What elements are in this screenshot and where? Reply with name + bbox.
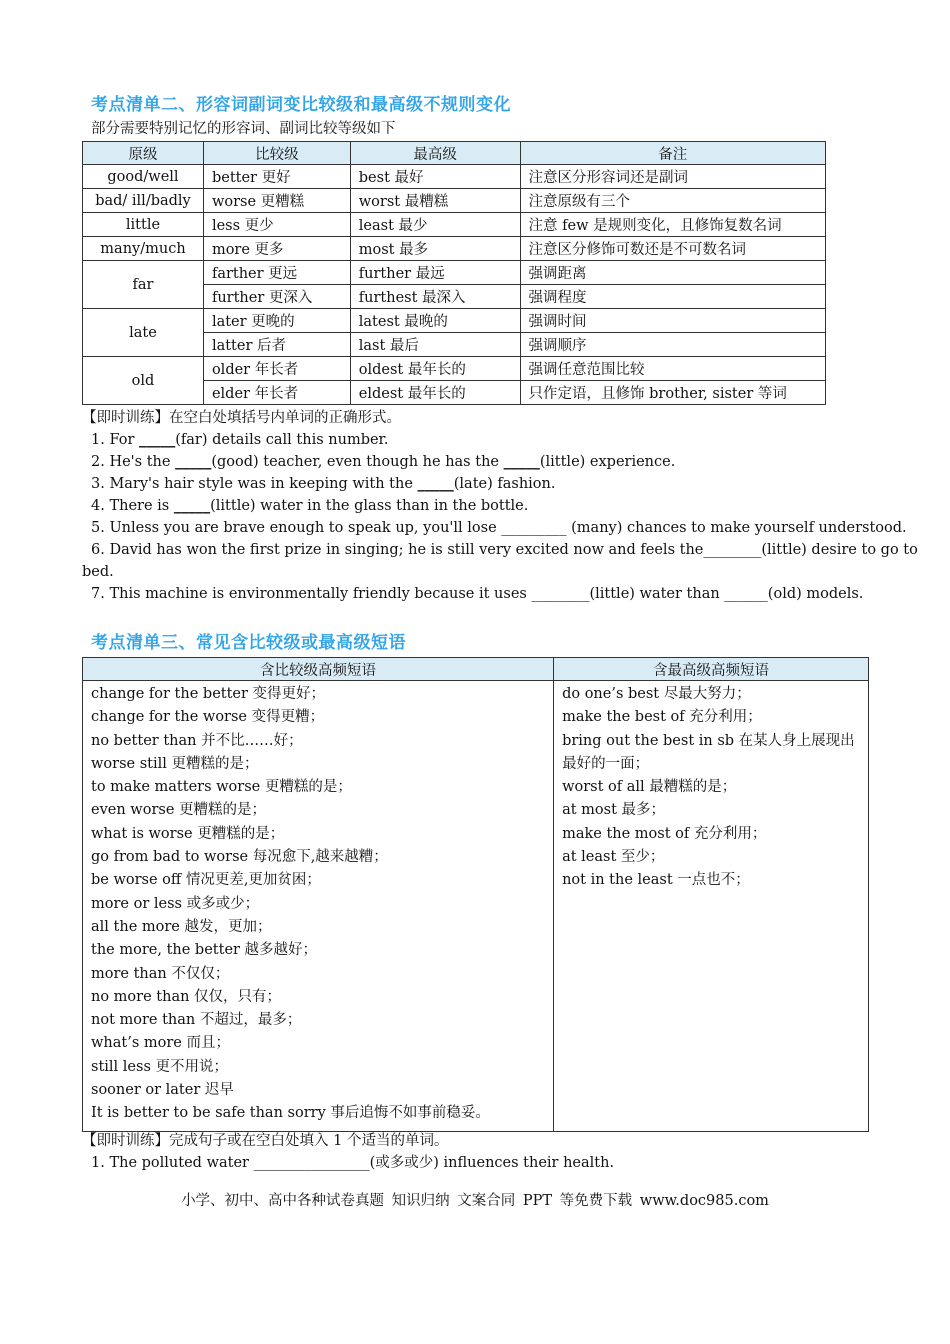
table-header-row bbox=[83, 658, 869, 681]
answer-blank[interactable]: _____ bbox=[173, 497, 211, 514]
header-superlative: 最高级 bbox=[350, 142, 520, 165]
cell-comparative: elder 年长者 bbox=[203, 381, 350, 405]
phrase-item: worst of all 最糟糕的是； bbox=[562, 779, 737, 796]
cell-comparative: worse 更糟糕 bbox=[203, 189, 350, 213]
phrase-item: make the best of 充分利用； bbox=[562, 709, 762, 726]
phrase-item: change for the worse 变得更糟； bbox=[91, 709, 325, 726]
cell-comparative: better 更好 bbox=[203, 165, 350, 189]
phrase-item: the more, the better 越多越好； bbox=[91, 942, 318, 959]
practice-block-2 bbox=[82, 1130, 614, 1174]
phrase-item: no better than 并不比……好； bbox=[91, 732, 303, 749]
exercise-item: 6. David has won the first prize in singing; he is still very excited now and feels the________(little) desire to go to bbox=[91, 542, 918, 558]
section3-heading: 考点清单三、常见含比较级或最高级短语 bbox=[91, 633, 406, 653]
cell-note: 强调距离 bbox=[520, 261, 825, 285]
comparative-phrase-list bbox=[91, 683, 545, 1126]
section2-heading: 考点清单二、形容词副词变比较级和最高级不规则变化 bbox=[91, 95, 511, 115]
cell-base: old bbox=[83, 357, 204, 405]
phrase-item: even worse 更糟糕的是； bbox=[91, 802, 267, 819]
cell-superlative: best 最好 bbox=[350, 165, 520, 189]
cell-note: 强调时间 bbox=[520, 309, 825, 333]
cell-note: 只作定语，且修饰 brother, sister 等词 bbox=[520, 381, 825, 405]
phrases-table bbox=[82, 657, 869, 1132]
table-header-row bbox=[83, 142, 826, 165]
phrase-item: no more than 仅仅，只有； bbox=[91, 988, 282, 1005]
cell-superlative: latest 最晚的 bbox=[350, 309, 520, 333]
phrase-item: go from bad to worse 每况愈下,越来越糟； bbox=[91, 849, 388, 866]
exercise-text: 3. Mary's hair style was in keeping with the bbox=[91, 476, 418, 492]
exercise-item bbox=[91, 451, 918, 473]
cell-superlative: furthest 最深入 bbox=[350, 285, 520, 309]
phrase-item: not in the least 一点也不； bbox=[562, 872, 750, 889]
phrase-item: be worse off 情况更差,更加贫困； bbox=[91, 872, 321, 889]
section2-intro: 部分需要特别记忆的形容词、副词比较等级如下 bbox=[91, 121, 396, 137]
table-row bbox=[83, 681, 869, 1132]
cell-superlative: further 最远 bbox=[350, 261, 520, 285]
cell-comparative: latter 后者 bbox=[203, 333, 350, 357]
cell-comparative: further 更深入 bbox=[203, 285, 350, 309]
cell-superlative: eldest 最年长的 bbox=[350, 381, 520, 405]
exercise-text: 1. For bbox=[91, 432, 139, 448]
phrase-item: 最好的一面； bbox=[562, 755, 650, 772]
cell-note: 注意区分形容词还是副词 bbox=[520, 165, 825, 189]
cell-base: good/well bbox=[83, 165, 204, 189]
table-row bbox=[83, 357, 826, 381]
exercise-item bbox=[91, 495, 918, 517]
cell-superlative: worst 最糟糕 bbox=[350, 189, 520, 213]
table-row bbox=[83, 261, 826, 285]
phrase-item: sooner or later 迟早 bbox=[91, 1082, 234, 1099]
answer-blank[interactable]: _____ bbox=[503, 453, 540, 470]
header-note: 备注 bbox=[520, 142, 825, 165]
phrase-item: more or less 或多或少； bbox=[91, 895, 260, 912]
phrase-item: bring out the best in sb 在某人身上展现出 bbox=[562, 732, 855, 749]
page-footer: 小学、初中、高中各种试卷真题 知识归纳 文案合同 PPT 等免费下载 www.doc985.com bbox=[181, 1193, 769, 1209]
exercise-item: 7. This machine is environmentally friendly because it uses ________(little) water than ______(old) models. bbox=[91, 586, 864, 602]
exercise-item bbox=[91, 429, 918, 451]
cell-superlative: most 最多 bbox=[350, 237, 520, 261]
phrase-item: change for the better 变得更好； bbox=[91, 686, 326, 702]
answer-blank[interactable]: _____ bbox=[417, 475, 454, 492]
cell-base: late bbox=[83, 309, 204, 357]
table-row bbox=[83, 165, 826, 189]
exercise-text: (good) teacher, even though he has the bbox=[211, 454, 504, 470]
phrase-item: do one’s best 尽最大努力； bbox=[562, 686, 751, 702]
cell-comparative: farther 更远 bbox=[203, 261, 350, 285]
cell-note: 注意区分修饰可数还是不可数名词 bbox=[520, 237, 825, 261]
cell-note: 注意 few 是规则变化，且修饰复数名词 bbox=[520, 213, 825, 237]
phrase-item: more than 不仅仅； bbox=[91, 965, 230, 982]
phrase-item: still less 更不用说； bbox=[91, 1058, 228, 1075]
phrase-item: what’s more 而且； bbox=[91, 1035, 230, 1052]
header-comparative-phrases: 含比较级高频短语 bbox=[83, 658, 554, 681]
exercise-text: (little) experience. bbox=[539, 454, 676, 470]
exercise-text: (far) details call this number. bbox=[175, 432, 389, 448]
cell-base: little bbox=[83, 213, 204, 237]
phrase-item: to make matters worse 更糟糕的是； bbox=[91, 779, 352, 796]
cell-comparative: older 年长者 bbox=[203, 357, 350, 381]
phrase-item: worse still 更糟糕的是； bbox=[91, 755, 259, 772]
phrase-item: what is worse 更糟糕的是； bbox=[91, 825, 285, 842]
cell-note: 强调程度 bbox=[520, 285, 825, 309]
exercise-text: (late) fashion. bbox=[453, 476, 556, 492]
phrase-item: make the most of 充分利用； bbox=[562, 825, 767, 842]
table-row bbox=[83, 309, 826, 333]
comparative-phrases-cell bbox=[83, 681, 554, 1132]
header-superlative-phrases: 含最高级高频短语 bbox=[554, 658, 869, 681]
practice-title: 【即时训练】完成句子或在空白处填入 1 个适当的单词。 bbox=[82, 1133, 449, 1149]
exercise-text: 2. He's the bbox=[91, 454, 176, 470]
exercise-text: (little) water in the glass than in the bottle. bbox=[210, 498, 529, 514]
superlative-phrase-list bbox=[562, 683, 860, 893]
cell-superlative: least 最少 bbox=[350, 213, 520, 237]
exercise-item-continued: bed. bbox=[82, 564, 114, 580]
irregular-comparison-table bbox=[82, 141, 826, 405]
phrase-item: all the more 越发，更加； bbox=[91, 918, 272, 935]
exercise-text: 4. There is bbox=[91, 498, 174, 514]
phrase-item: at least 至少； bbox=[562, 849, 665, 866]
exercise-item: 5. Unless you are brave enough to speak up, you'll lose _________ (many) chances to make yourself understood. bbox=[91, 520, 907, 536]
header-comparative: 比较级 bbox=[203, 142, 350, 165]
table-row bbox=[83, 189, 826, 213]
answer-blank[interactable]: _____ bbox=[175, 453, 212, 470]
phrase-item: at most 最多； bbox=[562, 802, 666, 819]
cell-comparative: less 更少 bbox=[203, 213, 350, 237]
practice-block-1 bbox=[82, 407, 918, 605]
cell-base: far bbox=[83, 261, 204, 309]
cell-note: 强调顺序 bbox=[520, 333, 825, 357]
exercise-item bbox=[91, 473, 918, 495]
table-row bbox=[83, 237, 826, 261]
cell-note: 强调任意范围比较 bbox=[520, 357, 825, 381]
cell-superlative: last 最后 bbox=[350, 333, 520, 357]
table-row bbox=[83, 213, 826, 237]
cell-comparative: more 更多 bbox=[203, 237, 350, 261]
practice-title: 【即时训练】在空白处填括号内单词的正确形式。 bbox=[82, 410, 401, 426]
cell-base: bad/ ill/badly bbox=[83, 189, 204, 213]
exercise-item: 1. The polluted water ________________(或多或少) influences their health. bbox=[91, 1155, 615, 1171]
superlative-phrases-cell bbox=[554, 681, 869, 1132]
cell-note: 注意原级有三个 bbox=[520, 189, 825, 213]
cell-comparative: later 更晚的 bbox=[203, 309, 350, 333]
phrase-item: not more than 不超过，最多； bbox=[91, 1012, 302, 1029]
header-base: 原级 bbox=[83, 142, 204, 165]
cell-base: many/much bbox=[83, 237, 204, 261]
cell-superlative: oldest 最年长的 bbox=[350, 357, 520, 381]
answer-blank[interactable]: _____ bbox=[138, 431, 176, 448]
phrase-item: It is better to be safe than sorry 事后追悔不如事前稳妥。 bbox=[91, 1105, 490, 1122]
